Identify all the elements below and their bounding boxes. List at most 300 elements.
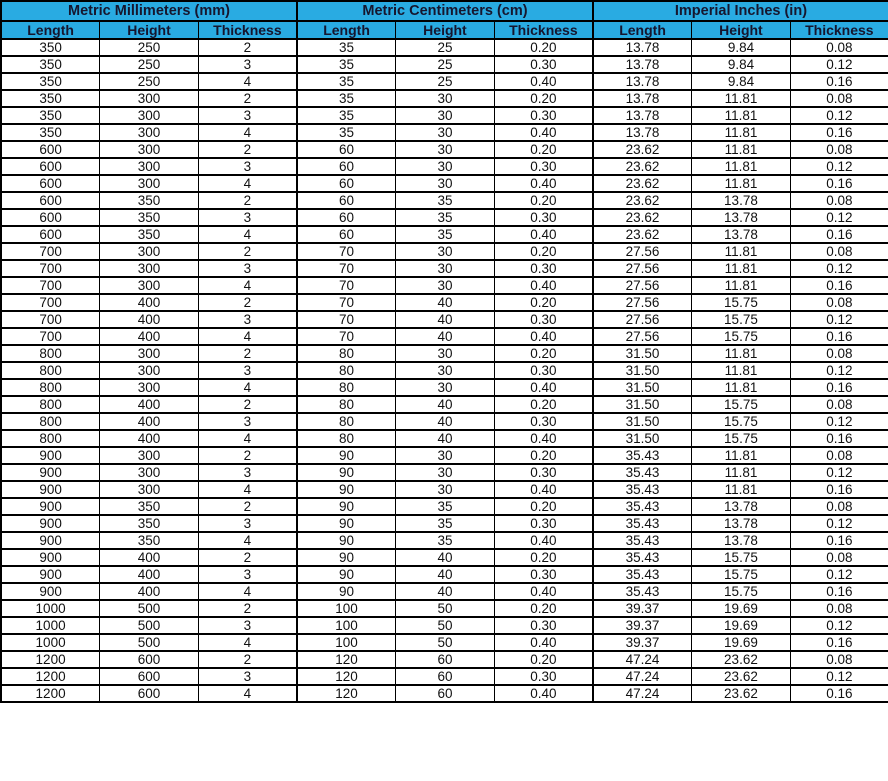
cell: 25 [396,56,495,73]
cell: 0.16 [790,328,888,345]
cell: 19.69 [692,617,791,634]
cell: 0.30 [494,260,593,277]
table-header [1,1,888,39]
cell: 0.20 [494,243,593,260]
cell: 0.20 [494,447,593,464]
table-row [1,328,888,345]
cell: 13.78 [692,498,791,515]
cell: 27.56 [593,260,692,277]
cell: 30 [396,175,495,192]
cell: 3 [198,464,297,481]
cell: 0.40 [494,430,593,447]
table-row [1,430,888,447]
cell: 50 [396,634,495,651]
cell: 400 [100,583,199,600]
cell: 9.84 [692,39,791,56]
cell: 15.75 [692,413,791,430]
cell: 11.81 [692,124,791,141]
cell: 350 [100,498,199,515]
cell: 4 [198,634,297,651]
cell: 3 [198,668,297,685]
table-row [1,107,888,124]
cell: 1200 [1,685,100,702]
cell: 0.16 [790,379,888,396]
group-title-imperial-in: Imperial Inches (in) [593,1,888,21]
cell: 35.43 [593,566,692,583]
cell: 0.40 [494,685,593,702]
cell: 60 [396,668,495,685]
column-header-in-thickness: Thickness [790,21,888,39]
cell: 700 [1,328,100,345]
cell: 30 [396,277,495,294]
cell: 0.12 [790,413,888,430]
cell: 2 [198,192,297,209]
cell: 1200 [1,651,100,668]
cell: 0.12 [790,209,888,226]
cell: 31.50 [593,379,692,396]
cell: 35 [396,532,495,549]
cell: 1000 [1,634,100,651]
cell: 31.50 [593,345,692,362]
cell: 700 [1,294,100,311]
cell: 23.62 [593,209,692,226]
cell: 13.78 [692,532,791,549]
cell: 31.50 [593,362,692,379]
cell: 3 [198,413,297,430]
cell: 0.16 [790,481,888,498]
table-row [1,73,888,90]
cell: 900 [1,566,100,583]
cell: 800 [1,345,100,362]
cell: 500 [100,617,199,634]
cell: 27.56 [593,328,692,345]
cell: 0.40 [494,481,593,498]
cell: 90 [297,515,396,532]
cell: 0.40 [494,226,593,243]
cell: 27.56 [593,277,692,294]
cell: 31.50 [593,396,692,413]
cell: 0.30 [494,668,593,685]
cell: 35 [297,56,396,73]
group-title-metric-mm: Metric Millimeters (mm) [1,1,297,21]
cell: 300 [100,447,199,464]
cell: 60 [297,209,396,226]
cell: 0.20 [494,396,593,413]
cell: 4 [198,430,297,447]
table-row [1,56,888,73]
cell: 60 [297,158,396,175]
cell: 900 [1,583,100,600]
cell: 70 [297,277,396,294]
cell: 0.08 [790,396,888,413]
cell: 0.16 [790,124,888,141]
cell: 2 [198,651,297,668]
cell: 0.08 [790,141,888,158]
cell: 11.81 [692,464,791,481]
cell: 15.75 [692,294,791,311]
table-row [1,158,888,175]
cell: 19.69 [692,600,791,617]
cell: 30 [396,124,495,141]
cell: 350 [1,73,100,90]
cell: 13.78 [593,73,692,90]
cell: 35 [396,515,495,532]
cell: 35 [297,107,396,124]
cell: 70 [297,311,396,328]
cell: 0.16 [790,277,888,294]
table-row [1,192,888,209]
cell: 0.30 [494,107,593,124]
cell: 30 [396,107,495,124]
cell: 35 [396,226,495,243]
cell: 30 [396,447,495,464]
cell: 15.75 [692,396,791,413]
cell: 600 [100,651,199,668]
cell: 600 [1,175,100,192]
cell: 300 [100,175,199,192]
cell: 90 [297,498,396,515]
cell: 300 [100,124,199,141]
table-row [1,549,888,566]
cell: 90 [297,583,396,600]
table-row [1,345,888,362]
cell: 90 [297,532,396,549]
cell: 25 [396,39,495,56]
cell: 40 [396,396,495,413]
cell: 300 [100,141,199,158]
cell: 600 [100,668,199,685]
cell: 90 [297,549,396,566]
cell: 11.81 [692,345,791,362]
cell: 23.62 [692,651,791,668]
cell: 3 [198,362,297,379]
table-row [1,583,888,600]
cell: 15.75 [692,430,791,447]
cell: 0.12 [790,311,888,328]
cell: 0.16 [790,583,888,600]
cell: 35 [297,90,396,107]
cell: 0.30 [494,515,593,532]
cell: 0.40 [494,175,593,192]
table-row [1,277,888,294]
cell: 300 [100,90,199,107]
cell: 500 [100,634,199,651]
cell: 47.24 [593,685,692,702]
cell: 800 [1,396,100,413]
cell: 600 [1,141,100,158]
cell: 0.16 [790,175,888,192]
cell: 400 [100,430,199,447]
cell: 0.20 [494,90,593,107]
cell: 30 [396,345,495,362]
cell: 11.81 [692,379,791,396]
cell: 35 [297,39,396,56]
cell: 900 [1,481,100,498]
cell: 350 [100,192,199,209]
cell: 300 [100,243,199,260]
cell: 300 [100,277,199,294]
cell: 40 [396,549,495,566]
cell: 3 [198,209,297,226]
cell: 3 [198,515,297,532]
cell: 400 [100,566,199,583]
cell: 60 [297,226,396,243]
cell: 0.12 [790,158,888,175]
cell: 0.40 [494,277,593,294]
column-header-mm-thickness: Thickness [198,21,297,39]
cell: 0.20 [494,39,593,56]
column-header-cm-thickness: Thickness [494,21,593,39]
cell: 13.78 [593,90,692,107]
cell: 350 [1,56,100,73]
column-header-cm-length: Length [297,21,396,39]
table-row [1,464,888,481]
cell: 47.24 [593,668,692,685]
cell: 0.30 [494,464,593,481]
cell: 2 [198,243,297,260]
cell: 0.20 [494,600,593,617]
cell: 2 [198,549,297,566]
cell: 0.08 [790,447,888,464]
cell: 4 [198,73,297,90]
cell: 0.16 [790,634,888,651]
table-row [1,634,888,651]
cell: 0.30 [494,158,593,175]
cell: 2 [198,498,297,515]
cell: 13.78 [692,192,791,209]
cell: 800 [1,430,100,447]
cell: 60 [396,651,495,668]
cell: 11.81 [692,447,791,464]
cell: 300 [100,260,199,277]
cell: 0.30 [494,617,593,634]
cell: 3 [198,311,297,328]
cell: 0.20 [494,192,593,209]
cell: 350 [100,532,199,549]
cell: 0.20 [494,498,593,515]
table-row [1,39,888,56]
cell: 4 [198,379,297,396]
cell: 0.12 [790,566,888,583]
cell: 0.30 [494,413,593,430]
cell: 80 [297,362,396,379]
cell: 600 [1,158,100,175]
table-row [1,396,888,413]
cell: 11.81 [692,260,791,277]
table-row [1,311,888,328]
cell: 60 [297,192,396,209]
cell: 350 [100,226,199,243]
cell: 800 [1,362,100,379]
cell: 40 [396,583,495,600]
cell: 4 [198,328,297,345]
cell: 600 [1,192,100,209]
cell: 40 [396,294,495,311]
group-header-row [1,1,888,21]
cell: 35.43 [593,498,692,515]
cell: 4 [198,583,297,600]
cell: 11.81 [692,481,791,498]
cell: 100 [297,634,396,651]
cell: 350 [100,209,199,226]
cell: 0.20 [494,141,593,158]
cell: 900 [1,498,100,515]
cell: 35 [297,124,396,141]
cell: 80 [297,345,396,362]
cell: 35.43 [593,464,692,481]
cell: 600 [1,226,100,243]
cell: 120 [297,668,396,685]
cell: 31.50 [593,430,692,447]
cell: 35.43 [593,481,692,498]
cell: 1000 [1,600,100,617]
cell: 35.43 [593,532,692,549]
cell: 15.75 [692,549,791,566]
cell: 15.75 [692,311,791,328]
cell: 400 [100,328,199,345]
table-row [1,379,888,396]
cell: 0.40 [494,583,593,600]
cell: 4 [198,175,297,192]
table-row [1,668,888,685]
cell: 0.16 [790,532,888,549]
cell: 350 [100,515,199,532]
cell: 0.08 [790,651,888,668]
cell: 80 [297,413,396,430]
cell: 23.62 [593,158,692,175]
cell: 30 [396,379,495,396]
cell: 35.43 [593,549,692,566]
cell: 30 [396,243,495,260]
cell: 40 [396,311,495,328]
cell: 70 [297,328,396,345]
column-header-cm-height: Height [396,21,495,39]
cell: 0.08 [790,192,888,209]
cell: 70 [297,260,396,277]
cell: 4 [198,532,297,549]
cell: 80 [297,379,396,396]
cell: 40 [396,430,495,447]
table-row [1,294,888,311]
cell: 300 [100,379,199,396]
cell: 0.12 [790,515,888,532]
cell: 13.78 [692,226,791,243]
cell: 600 [1,209,100,226]
cell: 23.62 [692,668,791,685]
table-row [1,481,888,498]
cell: 500 [100,600,199,617]
cell: 70 [297,294,396,311]
cell: 400 [100,396,199,413]
column-header-in-length: Length [593,21,692,39]
cell: 11.81 [692,90,791,107]
table-row [1,566,888,583]
cell: 4 [198,685,297,702]
cell: 60 [297,141,396,158]
cell: 1000 [1,617,100,634]
cell: 120 [297,685,396,702]
cell: 27.56 [593,243,692,260]
cell: 23.62 [593,192,692,209]
cell: 300 [100,107,199,124]
cell: 0.16 [790,226,888,243]
cell: 400 [100,413,199,430]
cell: 60 [297,175,396,192]
cell: 350 [1,124,100,141]
cell: 4 [198,124,297,141]
cell: 0.12 [790,56,888,73]
table-row [1,600,888,617]
cell: 0.30 [494,362,593,379]
cell: 0.30 [494,209,593,226]
cell: 400 [100,549,199,566]
cell: 50 [396,600,495,617]
cell: 0.16 [790,73,888,90]
cell: 23.62 [692,685,791,702]
column-header-in-height: Height [692,21,791,39]
cell: 700 [1,243,100,260]
cell: 27.56 [593,294,692,311]
column-header-row [1,21,888,39]
cell: 47.24 [593,651,692,668]
cell: 39.37 [593,600,692,617]
table-row [1,226,888,243]
cell: 0.12 [790,107,888,124]
table-row [1,175,888,192]
cell: 2 [198,90,297,107]
cell: 3 [198,260,297,277]
cell: 700 [1,277,100,294]
cell: 1200 [1,668,100,685]
table-row [1,498,888,515]
cell: 800 [1,379,100,396]
cell: 35 [297,73,396,90]
cell: 600 [100,685,199,702]
cell: 90 [297,566,396,583]
cell: 90 [297,481,396,498]
cell: 250 [100,39,199,56]
table-row [1,362,888,379]
cell: 0.08 [790,294,888,311]
cell: 11.81 [692,175,791,192]
cell: 15.75 [692,328,791,345]
cell: 3 [198,56,297,73]
cell: 0.12 [790,464,888,481]
cell: 4 [198,226,297,243]
cell: 2 [198,396,297,413]
cell: 0.16 [790,430,888,447]
cell: 3 [198,107,297,124]
cell: 13.78 [692,515,791,532]
cell: 0.08 [790,549,888,566]
cell: 350 [1,90,100,107]
table-row [1,141,888,158]
cell: 120 [297,651,396,668]
table-row [1,209,888,226]
cell: 13.78 [692,209,791,226]
cell: 11.81 [692,362,791,379]
cell: 13.78 [593,56,692,73]
table-row [1,90,888,107]
table-body [1,39,888,702]
cell: 0.08 [790,39,888,56]
cell: 40 [396,413,495,430]
cell: 2 [198,447,297,464]
cell: 2 [198,39,297,56]
cell: 100 [297,617,396,634]
cell: 90 [297,464,396,481]
cell: 0.30 [494,56,593,73]
